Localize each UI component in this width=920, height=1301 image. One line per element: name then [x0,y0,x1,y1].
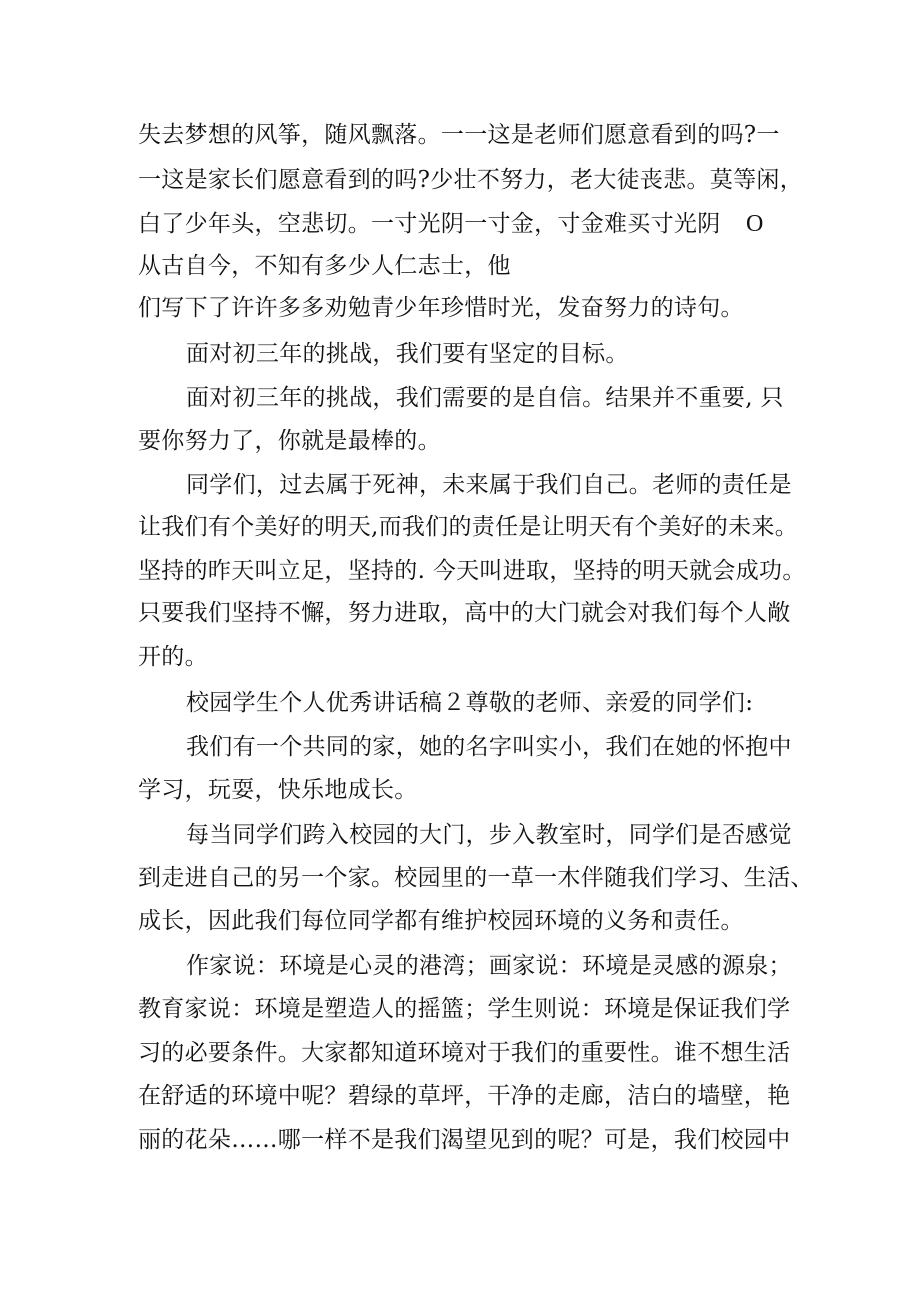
text-line: 成长，因此我们每位同学都有维护校园环境的义务和责任。 [138,908,744,934]
text-line: 失去梦想的风筝，随风飘落。一一这是老师们愿意看到的吗?一 [138,122,780,148]
text-line: 到走进自己的另一个家。校园里的一草一木伴随我们学习、生活、 [138,865,814,891]
text-line: 教育家说：环境是塑造人的摇篮；学生则说：环境是保证我们学 [138,996,791,1022]
text-line: 让我们有个美好的明天,而我们的责任是让明天有个美好的未来。 [138,514,799,540]
text-line: 学习，玩耍，快乐地成长。 [138,777,418,803]
text-line: 白了少年头，空悲切。一寸光阴一寸金，寸金难买寸光阴 [138,211,721,237]
text-line: 在舒适的环境中呢？碧绿的草坪，干净的走廊，洁白的墙壁，艳 [138,1083,791,1109]
text-line: 丽的花朵……哪一样不是我们渴望见到的呢？可是，我们校园中 [138,1127,791,1153]
paragraph-line: 每当同学们跨入校园的大门，步入教室时，同学们是否感觉 [186,822,792,848]
text-line: 只要我们坚持不懈，努力进取，高中的大门就会对我们每个人敞 [138,600,791,626]
paragraph-line: 我们有一个共同的家，她的名字叫实小，我们在她的怀抱中 [186,734,792,760]
paragraph-line: 同学们，过去属于死神，未来属于我们自己。老师的责任是 [186,472,792,498]
text-line: 一这是家长们愿意看到的吗?少壮不努力，老大徒丧悲。莫等闲， [138,167,804,193]
text-line: 开的。 [138,644,208,670]
paragraph-line: 作家说：环境是心灵的港湾；画家说：环境是灵感的源泉； [186,953,792,979]
paragraph-line: 校园学生个人优秀讲话稿２尊敬的老师、亲爱的同学们: [186,690,754,716]
text-line: 从古自今，不知有多少人仁志士，他 [138,253,511,279]
text-line: 要你努力了，你就是最棒的。 [138,428,441,454]
text-line: 坚持的昨天叫立足，坚持的. 今天叫进取，坚持的明天就会成功。 [138,558,806,584]
text-line: 们写下了许许多多劝勉青少年珍惜时光，发奋努力的诗句。 [138,295,744,321]
paragraph-line: 面对初三年的挑战，我们需要的是自信。结果并不重要, 只 [186,385,784,411]
text-line: 习的必要条件。大家都知道环境对于我们的重要性。谁不想生活 [138,1040,791,1066]
stray-mark: O [746,211,764,237]
paragraph-line: 面对初三年的挑战，我们要有坚定的目标。 [186,341,629,367]
